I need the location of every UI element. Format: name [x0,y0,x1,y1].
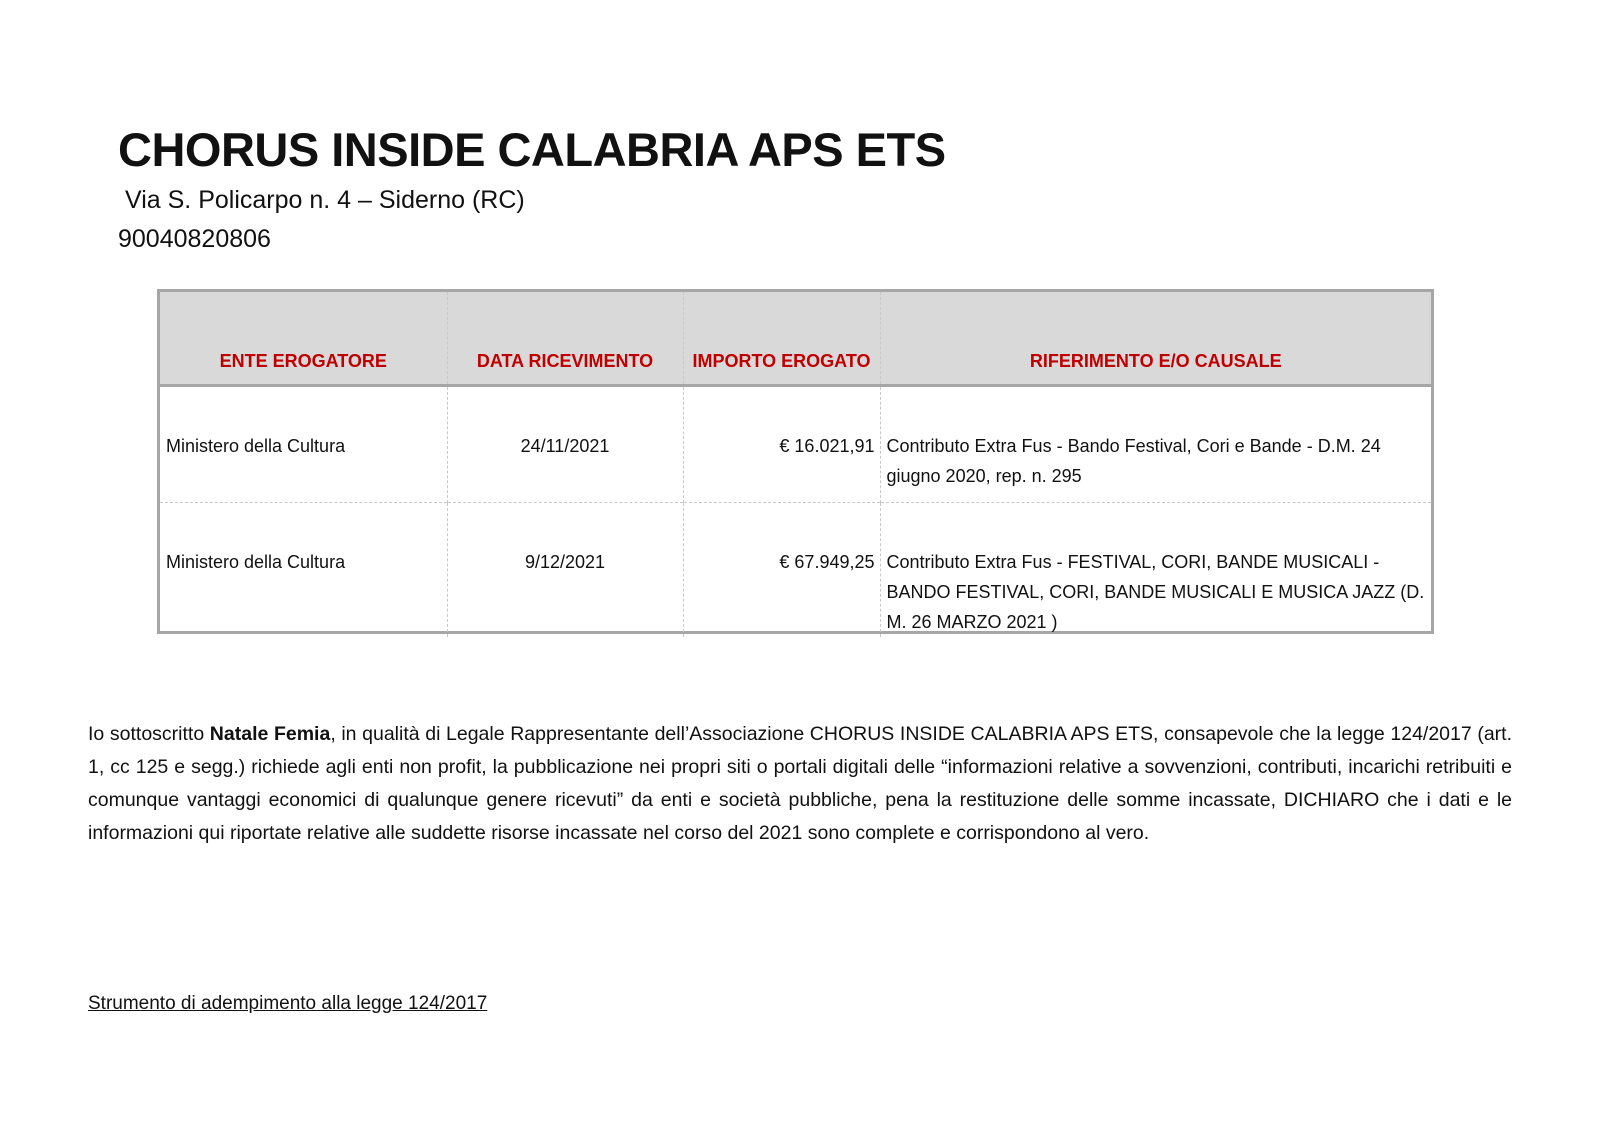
table-row [160,503,1431,638]
cell-importo: € 67.949,25 [683,503,880,638]
cell-ente: Ministero della Cultura [166,436,346,456]
table-row [160,386,1431,503]
declaration-body: , in qualità di Legale Rappresentante dell’Associazione CHORUS INSIDE CALABRIA APS ETS, consapevole che la legge 124/2017 (art. 1, cc 125 e segg.) richiede agli enti non profit, la pubblicazione nei propri siti o portali digitali delle “informazioni relative a sovvenzioni, contributi, incarichi retribuiti e comunque vantaggi economici di qualunque genere ricevuti” da enti e società pubbliche, pena la restituzione delle somme incassate, DICHIARO che i dati e le informazioni qui riportate relative alle suddette risorse incassate nel corso del 2021 sono complete e corrispondono al vero. [88,723,1512,844]
declaration-prefix: Io sottoscritto [88,723,210,745]
organization-name: CHORUS INSIDE CALABRIA APS ETS [118,123,946,176]
organization-address: Via S. Policarpo n. 4 – Siderno (RC) [125,186,525,214]
cell-causale: Contributo Extra Fus - FESTIVAL, CORI, BANDE MUSICALI - BANDO FESTIVAL, CORI, BANDE MUSICALI E MUSICA JAZZ (D. M. 26 MARZO 2021 ) [880,503,1431,638]
organization-tax-code: 90040820806 [118,225,271,253]
column-header-causale: RIFERIMENTO E/O CAUSALE [880,292,1431,386]
law-compliance-link[interactable]: Strumento di adempimento alla legge 124/2017 [88,993,488,1014]
column-header-ente: ENTE EROGATORE [160,292,447,386]
signatory-name: Natale Femia [209,723,331,745]
declaration-paragraph [88,718,1512,850]
column-header-data: DATA RICEVIMENTO [447,292,683,386]
cell-causale: Contributo Extra Fus - Bando Festival, Cori e Bande - D.M. 24 giugno 2020, rep. n. 295 [880,386,1431,503]
cell-ente: Ministero della Cultura [160,503,447,638]
contributions-table [157,289,1434,634]
cell-data: 24/11/2021 [447,386,683,503]
table-header-row [160,292,1431,386]
cell-data: 9/12/2021 [447,503,683,638]
column-header-importo: IMPORTO EROGATO [683,292,880,386]
cell-importo: € 16.021,91 [683,386,880,503]
